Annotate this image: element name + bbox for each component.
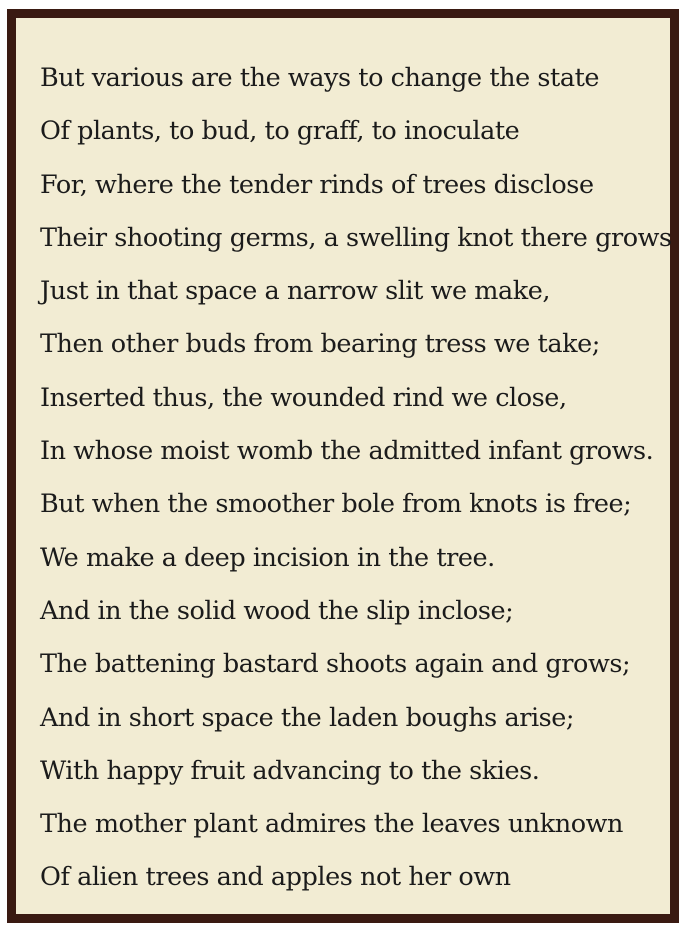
poem-line: In whose moist womb the admitted infant grows. [40,436,654,467]
poem-line: For, where the tender rinds of trees disclose [40,169,594,200]
poem-line: The mother plant admires the leaves unknown [40,809,623,840]
poem-line: Inserted thus, the wounded rind we close, [40,382,567,413]
poem-line: Of plants, to bud, to graff, to inoculate [40,116,520,147]
poem-text [40,52,672,905]
poem-line: And in the solid wood the slip inclose; [40,595,514,626]
poem-panel [7,9,679,923]
poem-line: Of alien trees and apples not her own [40,862,511,893]
poem-line: Then other buds from bearing tress we take; [40,329,600,360]
poem-line: Their shooting germs, a swelling knot there grows [40,222,672,253]
poem-line: We make a deep incision in the tree. [40,542,495,573]
poem-line: With happy fruit advancing to the skies. [40,755,540,786]
poem-line: Just in that space a narrow slit we make, [40,276,551,307]
poem-line: But when the smoother bole from knots is free; [40,489,632,520]
poem-line: And in short space the laden boughs arise; [40,702,575,733]
poem-line: But various are the ways to change the state [40,63,600,93]
poem-line: The battening bastard shoots again and grows; [40,649,631,680]
